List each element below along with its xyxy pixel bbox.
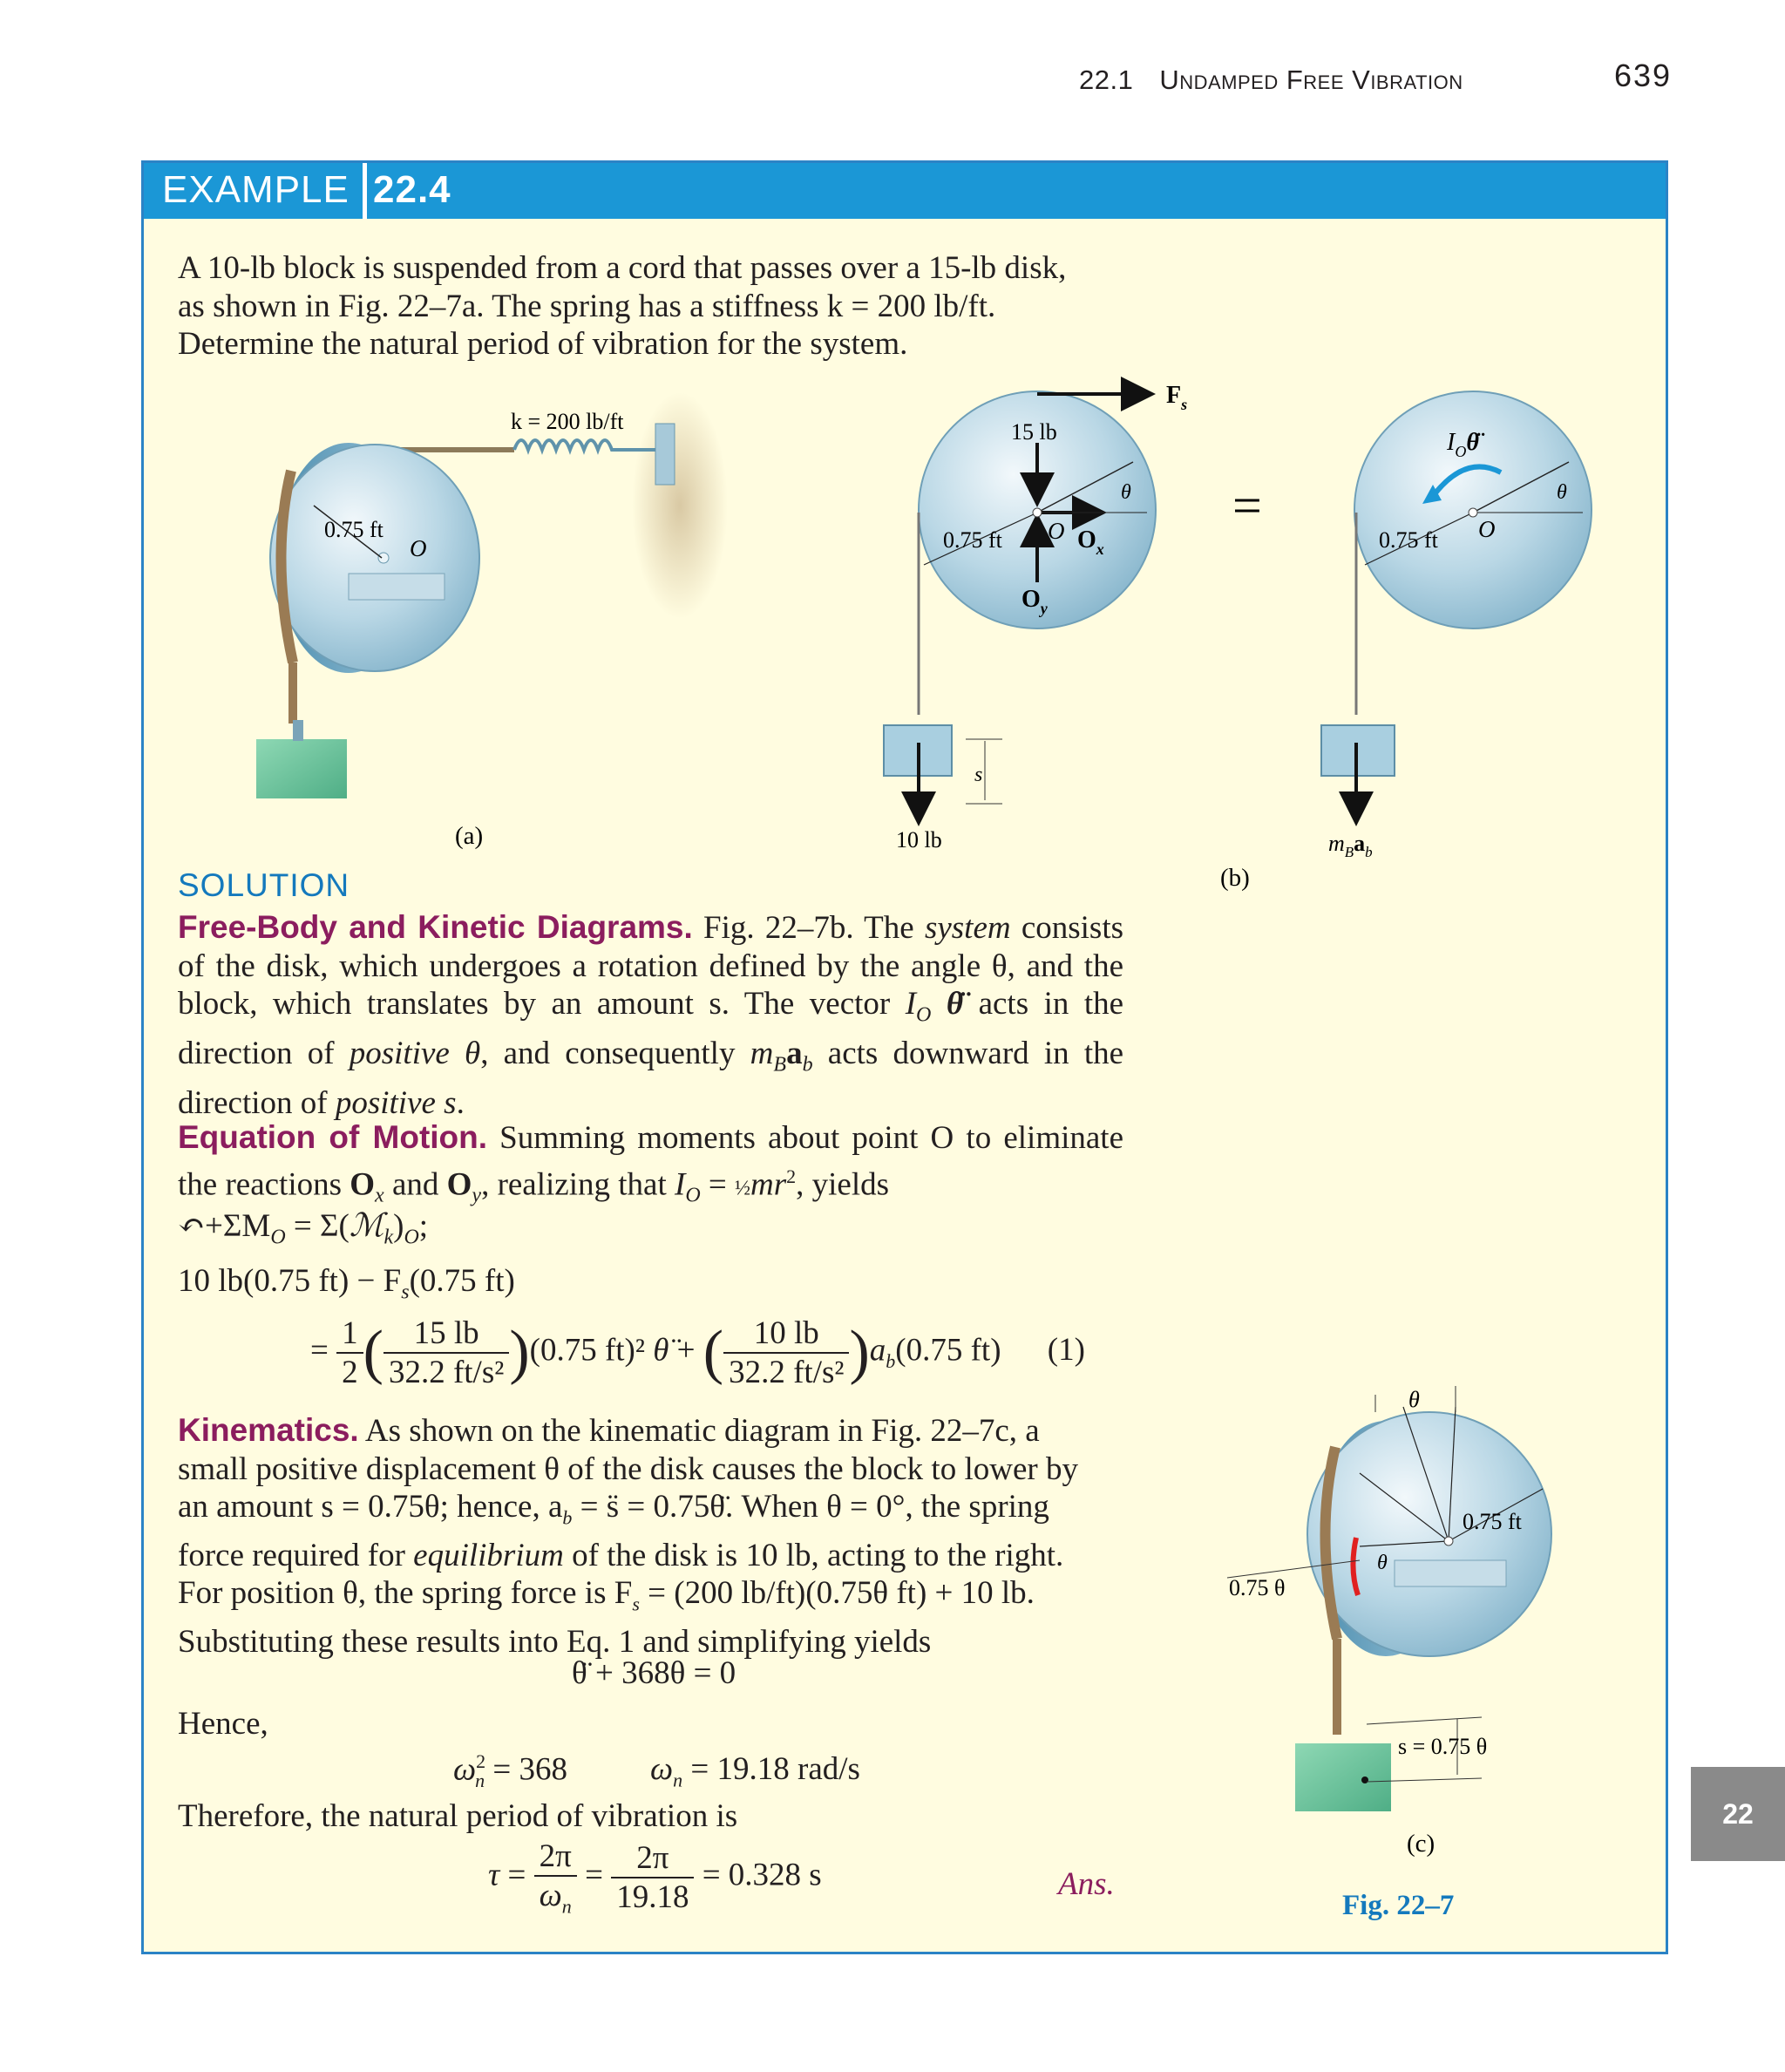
disk-a-face [270, 445, 479, 671]
moment-equation: $↶+\Sigma M_O$ = $\Sigma(ℳ_k)_O$; [178, 1208, 429, 1249]
section-number: 22.1 [1079, 65, 1134, 95]
result-equation: θ̈ + 368θ = 0 [572, 1655, 736, 1691]
kinematics-heading: Kinematics. [178, 1412, 359, 1448]
radius-label-b1: 0.75 ft [943, 527, 1002, 553]
theta-inner-label: θ [1377, 1552, 1388, 1574]
example-number: 22.4 [373, 168, 451, 211]
wall-shade [632, 392, 728, 619]
chapter-tab: 22 [1691, 1767, 1785, 1861]
figure-b-fbd [884, 391, 1156, 819]
block-c [1295, 1743, 1391, 1811]
spring-a [514, 440, 655, 450]
page-number: 639 [1614, 58, 1673, 93]
caption-b: (b) [1220, 864, 1250, 892]
theta-top-label: θ [1408, 1387, 1420, 1412]
caption-c: (c) [1407, 1830, 1435, 1858]
arc-label: 0.75 θ [1229, 1575, 1286, 1600]
figure-label: Fig. 22–7 [1342, 1890, 1455, 1921]
s-label-b: s [974, 764, 983, 786]
s-tick-top-c [1367, 1717, 1482, 1724]
equation-number: (1) [1047, 1332, 1085, 1369]
fbd-heading: Free-Body and Kinetic Diagrams. [178, 909, 693, 945]
ox-label: $O_x$ [1077, 526, 1104, 558]
block-hook [293, 720, 303, 741]
answer-label: Ans. [1058, 1866, 1115, 1902]
caption-a: (a) [455, 822, 484, 850]
weight-block-label: 10 lb [896, 827, 942, 853]
radius-label-c: 0.75 ft [1463, 1509, 1522, 1534]
eom-heading: Equation of Motion. [178, 1119, 488, 1155]
center-label-a: O [410, 535, 427, 561]
omega-squared: $\omega^2_n = 368$ [453, 1750, 567, 1791]
block-c-dot [1361, 1776, 1368, 1783]
fbd-paragraph: Free-Body and Kinetic Diagrams. Fig. 22–7b. The system consists of the disk, which undergoes a rotation defined by the angle θ, and the block, which translates by an amount s. The vector $I_O$ θ̈ acts in the direction of positive θ, and consequently $m_Ba_b$ acts downward in the direction of positive s. [178, 909, 1124, 1121]
period-equation: τ = $\frac{2\pi}{\omega_n}$ = $\frac{2\pi}{19.18}$ = 0.328 s [488, 1838, 822, 1918]
radius-label-b2: 0.75 ft [1379, 527, 1438, 553]
center-pin-a [378, 553, 389, 563]
spring-label-a: k = 200 lb/ft [511, 409, 624, 434]
axle-bracket [349, 574, 445, 600]
equation-line-1: 10 lb(0.75 $ft) - F_s(0.75$ ft) [178, 1263, 515, 1304]
block-a [256, 739, 347, 798]
fs-label: $F_s$ [1166, 382, 1188, 413]
therefore-line: Therefore, the natural period of vibration is [178, 1798, 738, 1834]
problem-line-1: A 10-lb block is suspended from a cord that passes over a 15-lb disk, [178, 250, 1067, 286]
figure-a [256, 392, 728, 798]
s-label-c: s = 0.75 θ [1398, 1734, 1488, 1759]
equation-line-2: = $\frac{1}{2}$ ( $\frac{15 lb}{\text{32.2 ft/s²}}$ )(0.75 ft)² θ̈ + ( $\frac{10 lb}{\text{32.2 ft/s²}}$ )$a_b(0.75$ ft) (1) [310, 1315, 1085, 1390]
center-pin-c [1444, 1537, 1453, 1546]
eom-paragraph: Equation of Motion. Summing moments about point O to eliminate the reactions $O_x$ and $O_y$, realizing that $I_O$ = $\frac{1}{2}mr^2$, yields [178, 1119, 1124, 1207]
omega-n: $\omega_n = 19.18$ rad/s [650, 1751, 860, 1791]
solution-heading: SOLUTION [178, 867, 350, 903]
section-title: Undamped Free Vibration [1159, 65, 1463, 95]
kinetic-moment-label: $I_O\thetä$ [1447, 429, 1479, 460]
problem-line-2: as shown in Fig. 22–7a. The spring has a stiffness k = 200 lb/ft. [178, 288, 996, 324]
weight-disk-label: 15 lb [1011, 419, 1057, 445]
theta-label-b1: θ [1121, 481, 1131, 504]
center-pin-b1 [1033, 508, 1042, 517]
theta-label-b2: θ [1557, 481, 1567, 504]
center-pin-b2 [1469, 508, 1477, 517]
center-label-b2: O [1478, 516, 1496, 542]
equals-sign: = [1232, 477, 1262, 534]
center-label-b1: O [1048, 518, 1065, 544]
wall-bracket [655, 424, 675, 485]
inertia-force-label: $m_Ba_b$ [1328, 831, 1373, 860]
axle-bracket-c [1395, 1560, 1506, 1586]
disk-c-face [1307, 1412, 1551, 1656]
oy-label: $O_y$ [1021, 586, 1048, 617]
example-label: EXAMPLE [162, 168, 350, 211]
radius-label-a: 0.75 ft [324, 517, 383, 542]
kinematics-paragraph: Kinematics. As shown on the kinematic diagram in Fig. 22–7c, a small positive displacement θ of the disk causes the block to lower by an amount s = 0.75θ; hence, $a_b$ = s̈ = 0.75θ̈. When θ = 0°, the spring force required for equilibrium of the disk is 10 lb, acting to the right. For position θ, the spring force is $F_s = (200$ lb/ft)(0.75θ ft) + 10 lb. Substituting these results into Eq. 1 and simplifying yields [178, 1412, 1078, 1661]
hence-label: Hence, [178, 1706, 268, 1742]
problem-line-3: Determine the natural period of vibration for the system. [178, 326, 908, 362]
